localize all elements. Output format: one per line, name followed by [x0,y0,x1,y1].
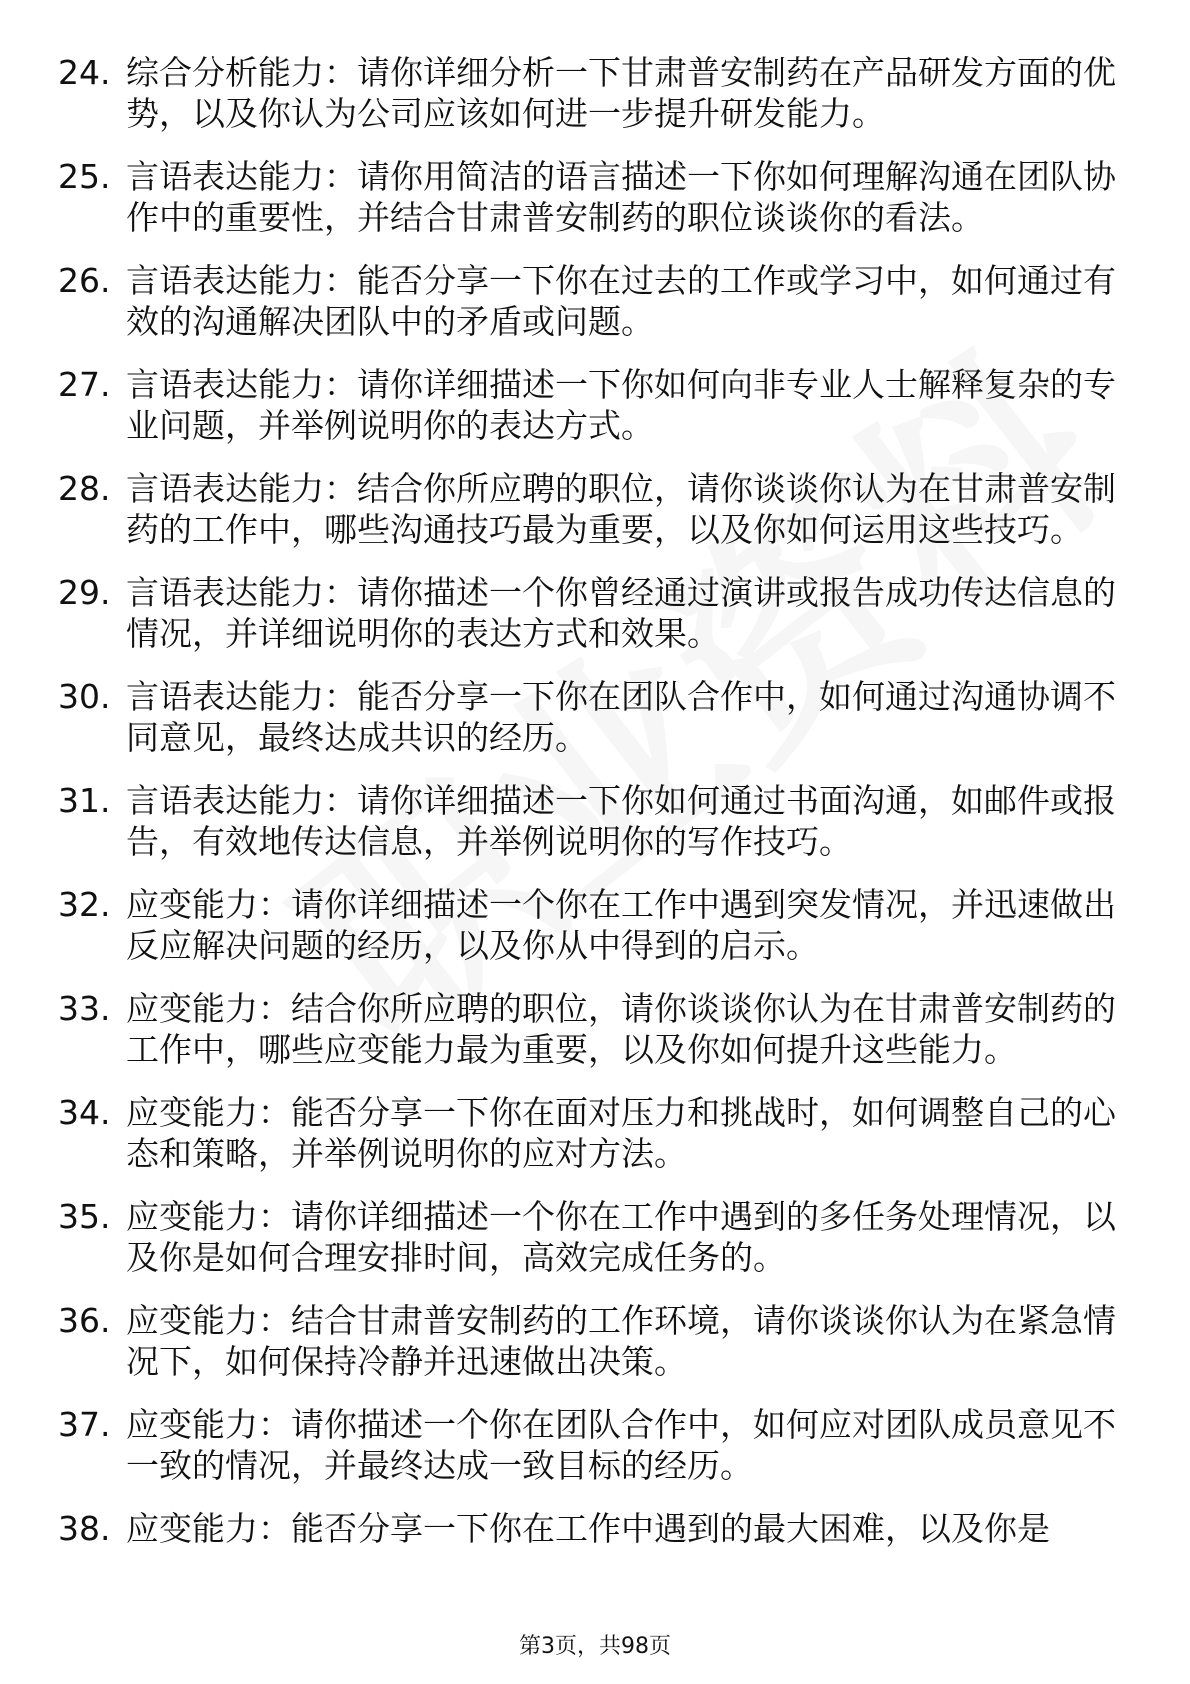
question-number: 31. [58,781,111,820]
list-item [58,884,1148,966]
question-text: 应变能力：能否分享一下你在面对压力和挑战时，如何调整自己的心态和策略，并举例说明你的应对方法。 [126,1093,1116,1173]
list-item [58,572,1148,654]
list-item [58,988,1148,1070]
question-number: 26. [58,261,111,300]
question-number: 34. [58,1093,111,1132]
question-number: 37. [58,1405,111,1444]
question-number: 29. [58,573,111,612]
question-number: 33. [58,989,111,1028]
list-item [58,364,1148,446]
list-item [58,1404,1148,1486]
question-text: 言语表达能力：请你详细描述一下你如何向非专业人士解释复杂的专业问题，并举例说明你的表达方式。 [126,365,1116,445]
list-item [58,1196,1148,1278]
question-text: 言语表达能力：请你描述一个你曾经通过演讲或报告成功传达信息的情况，并详细说明你的表达方式和效果。 [126,573,1116,653]
question-number: 25. [58,157,111,196]
question-text: 应变能力：能否分享一下你在工作中遇到的最大困难，以及你是 [126,1509,1050,1548]
list-item [58,156,1148,238]
list-item [58,260,1148,342]
question-text: 应变能力：请你详细描述一个你在工作中遇到的多任务处理情况，以及你是如何合理安排时间，高效完成任务的。 [126,1197,1116,1277]
page-footer: 第3页，共98页 [519,1634,671,1659]
question-number: 30. [58,677,111,716]
question-number: 24. [58,53,111,92]
question-text: 应变能力：结合你所应聘的职位，请你谈谈你认为在甘肃普安制药的工作中，哪些应变能力最为重要，以及你如何提升这些能力。 [126,989,1116,1069]
question-text: 言语表达能力：能否分享一下你在过去的工作或学习中，如何通过有效的沟通解决团队中的矛盾或问题。 [126,261,1116,341]
list-item [58,468,1148,550]
question-number: 36. [58,1301,111,1340]
question-number: 35. [58,1197,111,1236]
question-text: 言语表达能力：结合你所应聘的职位，请你谈谈你认为在甘肃普安制药的工作中，哪些沟通技巧最为重要，以及你如何运用这些技巧。 [126,469,1116,549]
question-text: 综合分析能力：请你详细分析一下甘肃普安制药在产品研发方面的优势，以及你认为公司应该如何进一步提升研发能力。 [126,53,1116,133]
question-text: 应变能力：请你描述一个你在团队合作中，如何应对团队成员意见不一致的情况，并最终达成一致目标的经历。 [126,1405,1116,1485]
question-list [58,52,1148,1571]
question-number: 32. [58,885,111,924]
question-text: 言语表达能力：请你用简洁的语言描述一下你如何理解沟通在团队协作中的重要性，并结合甘肃普安制药的职位谈谈你的看法。 [126,157,1116,237]
question-text: 言语表达能力：能否分享一下你在团队合作中，如何通过沟通协调不同意见，最终达成共识的经历。 [126,677,1116,757]
list-item [58,1092,1148,1174]
question-number: 38. [58,1509,111,1548]
list-item [58,780,1148,862]
question-text: 言语表达能力：请你详细描述一下你如何通过书面沟通，如邮件或报告，有效地传达信息，并举例说明你的写作技巧。 [126,781,1116,861]
list-item [58,52,1148,134]
question-text: 应变能力：请你详细描述一个你在工作中遇到突发情况，并迅速做出反应解决问题的经历，以及你从中得到的启示。 [126,885,1116,965]
list-item [58,1300,1148,1382]
list-item [58,1508,1148,1549]
list-item [58,676,1148,758]
question-number: 28. [58,469,111,508]
question-number: 27. [58,365,111,404]
question-text: 应变能力：结合甘肃普安制药的工作环境，请你谈谈你认为在紧急情况下，如何保持冷静并迅速做出决策。 [126,1301,1116,1381]
